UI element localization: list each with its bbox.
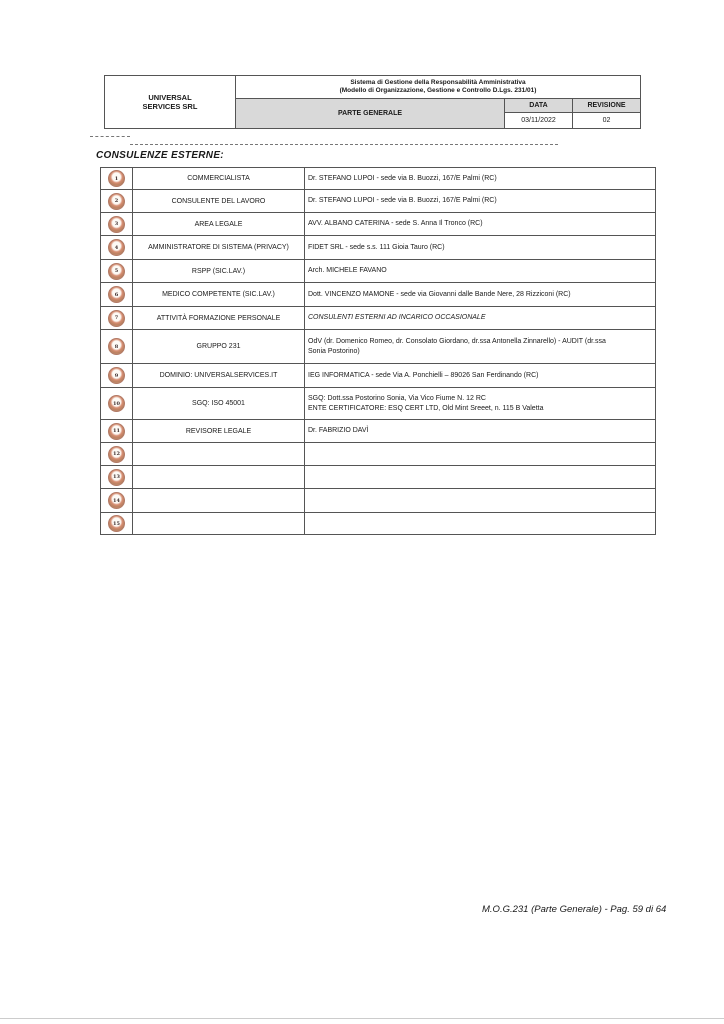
header-bottom-row [236,99,640,128]
consultant-line1: Dr. FABRIZIO DAVÌ [308,427,369,434]
row-number: 5 [114,268,119,274]
role-cell: MEDICO COMPETENTE (SIC.LAV.) [133,283,305,307]
table-row [101,307,656,330]
page-footer: M.O.G.231 (Parte Generale) - Pag. 59 di 64 [482,904,667,915]
number-badge-icon [108,338,125,355]
role-cell [133,489,305,513]
number-badge-icon [108,193,125,210]
table-row [101,513,656,535]
row-number: 14 [113,497,120,504]
table-row [101,388,656,420]
table-row [101,236,656,260]
consultant-cell [305,168,656,190]
row-number: 2 [114,198,119,204]
table-row [101,420,656,443]
consultant-line1: Arch. MICHELE FAVANO [308,267,387,274]
table-row [101,260,656,283]
row-number: 3 [114,221,119,227]
number-badge-icon [108,170,125,187]
table-row [101,466,656,489]
role-cell: AMMINISTRATORE DI SISTEMA (PRIVACY) [133,236,305,260]
company-name-cell [105,76,236,128]
data-value: 03/11/2022 [521,117,556,124]
row-number-cell [101,364,133,388]
number-badge-icon [108,469,125,486]
row-number: 13 [113,474,120,480]
row-number-cell [101,489,133,513]
row-number: 7 [114,315,119,321]
role-cell [133,513,305,535]
table-row [101,489,656,513]
revisione-value: 02 [602,117,611,124]
consultant-cell [305,513,656,535]
consultant-cell [305,283,656,307]
row-number-cell [101,466,133,489]
number-badge-icon [108,515,125,532]
row-number-cell [101,190,133,213]
consultant-line1: OdV (dr. Domenico Romeo, dr. Consolato Giordano, dr.ssa Antonella Zinnarello) - AUDIT (dr.ssa [308,337,606,345]
revisione-label: REVISIONE [573,99,640,113]
company-name-line2: SERVICES SRL [142,102,198,111]
consultant-line1: CONSULENTI ESTERNI AD INCARICO OCCASIONALE [308,314,486,321]
row-number: 15 [113,520,120,527]
table-row [101,330,656,364]
data-column [505,99,573,128]
row-number-cell [101,388,133,420]
number-badge-icon [108,395,125,412]
row-number: 11 [113,428,120,434]
consultant-line2: Sonia Postorino) [308,347,360,355]
data-label: DATA [505,99,572,113]
number-badge-icon [108,423,125,440]
consultant-cell [305,236,656,260]
row-number-cell [101,283,133,307]
row-number: 9 [114,372,119,379]
table-row [101,168,656,190]
role-cell: DOMINIO: UNIVERSALSERVICES.IT [133,364,305,388]
number-badge-icon [108,446,125,463]
consultant-cell [305,260,656,283]
row-number-cell [101,260,133,283]
consultant-cell [305,388,656,420]
number-badge-icon [108,286,125,303]
number-badge-icon [108,310,125,327]
consulenze-table [100,167,656,535]
row-number: 1 [114,175,119,182]
consultant-line1: Dott. VINCENZO MAMONE - sede via Giovanni dalle Bande Nere, 28 Rizziconi (RC) [308,290,571,298]
consultant-cell [305,489,656,513]
number-badge-icon [108,216,125,233]
number-badge-icon [108,367,125,384]
role-cell [133,466,305,489]
system-title-line1: Sistema di Gestione della Responsabilità Amministrativa [350,79,526,86]
consultant-cell [305,466,656,489]
role-cell: GRUPPO 231 [133,330,305,364]
number-badge-icon [108,239,125,256]
company-name-line1: UNIVERSAL [148,93,192,102]
section-title: CONSULENZE ESTERNE: [96,150,224,161]
consultant-line1: Dr. STEFANO LUPOI - sede via B. Buozzi, 167/E Palmi (RC) [308,197,497,204]
row-number: 12 [113,451,120,457]
row-number-cell [101,236,133,260]
number-badge-icon [108,492,125,509]
consultant-line1: Dr. STEFANO LUPOI - sede via B. Buozzi, 167/E Palmi (RC) [308,174,497,182]
consultant-line1: SGQ: Dott.ssa Postorino Sonia, Via Vico Fiume N. 12 RC [308,394,486,402]
consultant-cell [305,307,656,330]
role-cell: COMMERCIALISTA [133,168,305,190]
header-right [236,76,640,128]
consultant-cell [305,364,656,388]
row-number-cell [101,330,133,364]
role-cell: RSPP (SIC.LAV.) [133,260,305,283]
role-cell: SGQ: ISO 45001 [133,388,305,420]
role-cell: REVISORE LEGALE [133,420,305,443]
system-title-cell [236,76,640,99]
table-row [101,364,656,388]
role-cell: CONSULENTE DEL LAVORO [133,190,305,213]
table-row [101,213,656,236]
consultant-line2: ENTE CERTIFICATORE: ESQ CERT LTD, Old Mint Sreeet, n. 115 B Valetta [308,404,544,412]
document-header [104,75,641,129]
table-row [101,443,656,466]
revisione-column [573,99,640,128]
consultant-line1: AVV. ALBANO CATERINA - sede S. Anna Il Tronco (RC) [308,220,483,227]
row-number: 4 [114,244,119,251]
row-number-cell [101,168,133,190]
row-number: 10 [113,400,120,407]
row-number-cell [101,307,133,330]
number-badge-icon [108,263,125,280]
role-cell: AREA LEGALE [133,213,305,236]
system-title-line2: (Modello di Organizzazione, Gestione e Controllo D.Lgs. 231/01) [339,87,537,94]
consultant-cell [305,330,656,364]
consultant-cell [305,443,656,466]
table-row [101,283,656,307]
divider-dashed-main [130,144,558,145]
consultant-cell [305,213,656,236]
row-number: 6 [114,291,119,298]
consultant-cell [305,420,656,443]
row-number-cell [101,420,133,443]
table-row [101,190,656,213]
divider-dashed-left [90,136,130,137]
consultant-line1: FIDET SRL - sede s.s. 111 Gioia Tauro (RC) [308,243,445,251]
row-number: 8 [114,343,119,350]
row-number-cell [101,443,133,466]
consultant-line1: IEG INFORMATICA - sede Via A. Ponchielli – 89026 San Ferdinando (RC) [308,371,539,379]
parte-generale-cell: PARTE GENERALE [236,99,505,128]
row-number-cell [101,213,133,236]
role-cell: ATTIVITÀ FORMAZIONE PERSONALE [133,307,305,330]
page-bottom-line [0,1018,724,1019]
role-cell [133,443,305,466]
consultant-cell [305,190,656,213]
row-number-cell [101,513,133,535]
